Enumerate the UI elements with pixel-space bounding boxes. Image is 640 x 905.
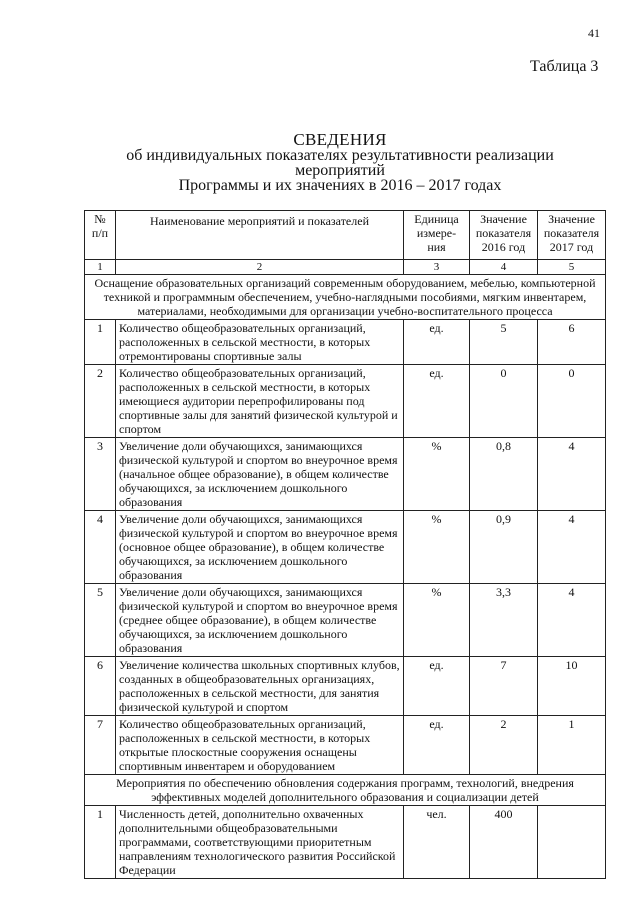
row-value-2017: 0 [538,365,606,438]
header-value-2017: Значение показателя 2017 год [538,211,606,260]
row-number: 7 [85,716,116,775]
column-number: 3 [404,260,470,275]
section-row [85,275,606,320]
row-value-2016: 0,9 [470,511,538,584]
column-number: 5 [538,260,606,275]
row-value-2017 [538,806,606,879]
row-indicator-name: Численность детей, дополнительно охваченных дополнительными общеобразовательными программами, соответствующими приоритетным направлениям технологического развития Российской Федерации [116,806,404,879]
column-number: 4 [470,260,538,275]
row-unit: ед. [404,365,470,438]
table-row [85,584,606,657]
table-row [85,716,606,775]
row-indicator-name: Количество общеобразовательных организаций, расположенных в сельской местности, в которых имеющиеся аудитории перепрофилированы под спортивные залы для занятий физической культурой и спортом [116,365,404,438]
row-number: 2 [85,365,116,438]
document-heading [80,131,600,193]
row-value-2016: 0,8 [470,438,538,511]
row-unit: % [404,511,470,584]
row-indicator-name: Количество общеобразовательных организаций, расположенных в сельской местности, в которых отремонтированы спортивные залы [116,320,404,365]
table-row [85,438,606,511]
row-value-2016: 5 [470,320,538,365]
heading-title: СВЕДЕНИЯ [293,130,387,149]
row-unit: ед. [404,716,470,775]
row-number: 3 [85,438,116,511]
row-number: 5 [85,584,116,657]
table-row [85,511,606,584]
row-value-2017: 4 [538,438,606,511]
row-value-2017: 4 [538,511,606,584]
heading-line-1: об индивидуальных показателях результативности реализации мероприятий [126,147,554,179]
row-indicator-name: Увеличение количества школьных спортивных клубов, созданных в общеобразовательных организациях, расположенных в сельской местности, для занятия физической культурой и спортом [116,657,404,716]
table-row [85,320,606,365]
table-caption: Таблица 3 [530,58,599,75]
row-unit: ед. [404,320,470,365]
column-number: 2 [116,260,404,275]
column-number: 1 [85,260,116,275]
header-name: Наименование мероприятий и показателей [116,211,404,260]
section-row [85,775,606,806]
row-value-2016: 2 [470,716,538,775]
row-indicator-name: Увеличение доли обучающихся, занимающихся физической культурой и спортом во внеурочное время (начальное общее образование), в общем количестве обучающихся, за исключением дошкольного образования [116,438,404,511]
row-indicator-name: Увеличение доли обучающихся, занимающихся физической культурой и спортом во внеурочное время (среднее общее образование), в общем количестве обучающихся, за исключением дошкольного образования [116,584,404,657]
row-unit: % [404,438,470,511]
section-title: Мероприятия по обеспечению обновления содержания программ, технологий, внедрения эффективных моделей дополнительного образования и социализации детей [85,775,606,806]
header-unit: Единица измере- ния [404,211,470,260]
row-unit: чел. [404,806,470,879]
row-value-2016: 400 [470,806,538,879]
page-number: 41 [588,26,600,40]
table-row [85,806,606,879]
row-value-2016: 7 [470,657,538,716]
row-indicator-name: Количество общеобразовательных организаций, расположенных в сельской местности, в которых открытые плоскостные сооружения оснащены спортивным инвентарем и оборудованием [116,716,404,775]
row-value-2017: 1 [538,716,606,775]
column-number-row [85,260,606,275]
row-value-2016: 0 [470,365,538,438]
row-indicator-name: Увеличение доли обучающихся, занимающихся физической культурой и спортом во внеурочное время (основное общее образование), в общем количестве обучающихся, за исключением дошкольного образования [116,511,404,584]
row-value-2017: 6 [538,320,606,365]
header-num: № п/п [85,211,116,260]
table-row [85,657,606,716]
row-number: 1 [85,320,116,365]
row-unit: % [404,584,470,657]
indicators-table [84,210,606,879]
section-title: Оснащение образовательных организаций современным оборудованием, мебелью, компьютерной техникой и программным обеспечением, учебно-наглядными пособиями, мягким инвентарем, материалами, необходимыми для организации учебно-воспитательного процесса [85,275,606,320]
row-value-2016: 3,3 [470,584,538,657]
header-value-2016: Значение показателя 2016 год [470,211,538,260]
row-number: 1 [85,806,116,879]
row-unit: ед. [404,657,470,716]
heading-line-2: Программы и их значениях в 2016 – 2017 годах [178,177,502,194]
row-number: 4 [85,511,116,584]
row-value-2017: 10 [538,657,606,716]
table-header-row [85,211,606,260]
table-row [85,365,606,438]
row-value-2017: 4 [538,584,606,657]
row-number: 6 [85,657,116,716]
